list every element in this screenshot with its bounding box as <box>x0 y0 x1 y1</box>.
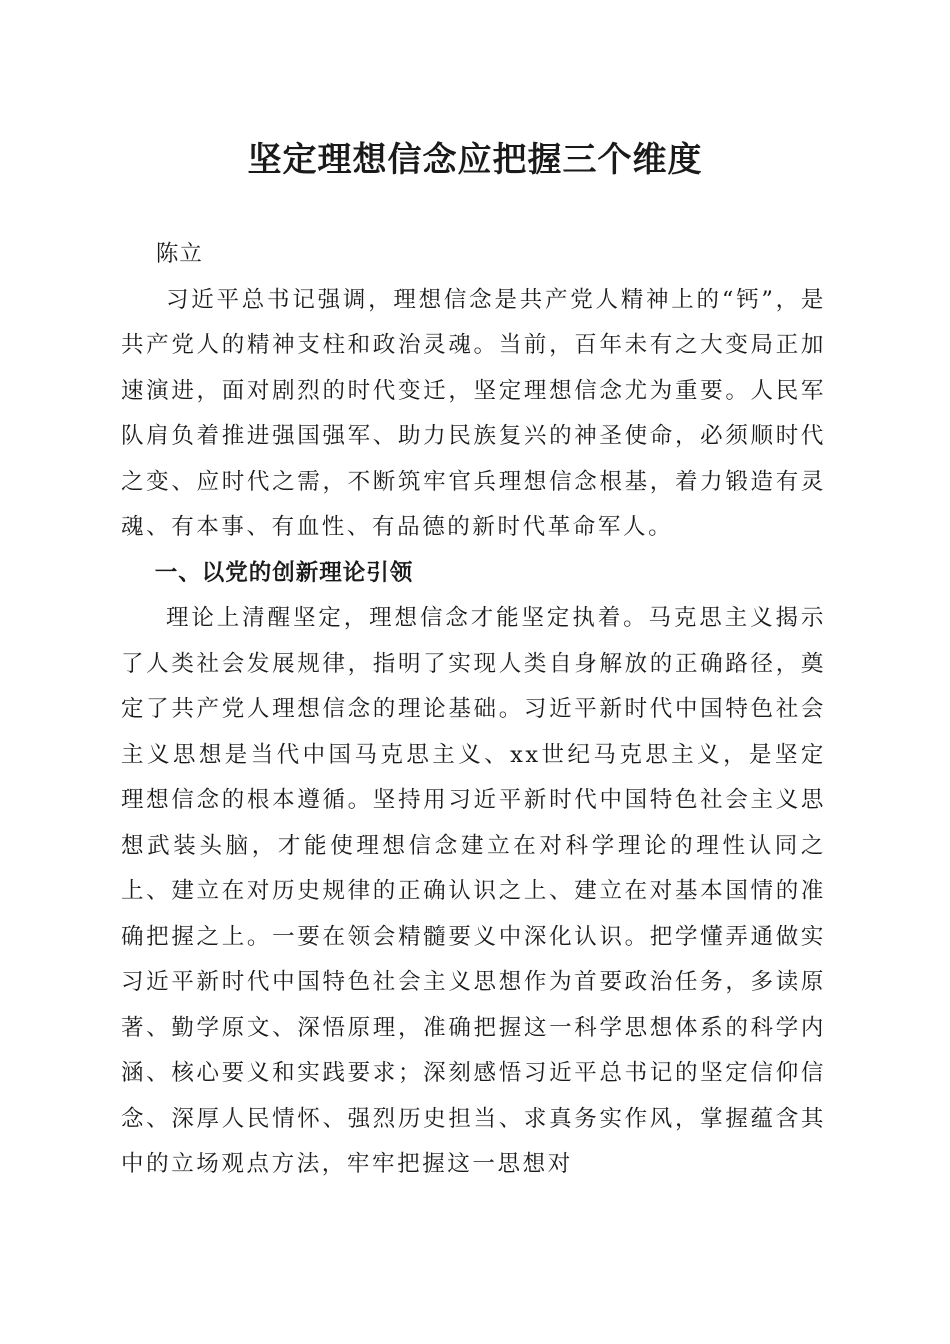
intro-paragraph: 习近平总书记强调，理想信念是共产党人精神上的“钙”，是共产党人的精神支柱和政治灵魂。当前，百年未有之大变局正加速演进，面对剧烈的时代变迁，坚定理想信念尤为重要。人民军队肩负着推进强国强军、助力民族复兴的神圣使命，必须顺时代之变、应时代之需，不断筑牢官兵理想信念根基，着力锻造有灵魂、有本事、有血性、有品德的新时代革命军人。 <box>121 286 826 540</box>
author-line: 陈立 <box>155 241 203 267</box>
section-1-paragraph: 理论上清醒坚定，理想信念才能坚定执着。马克思主义揭示了人类社会发展规律，指明了实现人类自身解放的正确路径，奠定了共产党人理想信念的理论基础。习近平新时代中国特色社会主义思想是当代中国马克思主义、xx世纪马克思主义，是坚定理想信念的根本遵循。坚持用习近平新时代中国特色社会主义思想武装头脑，才能使理想信念建立在对科学理论的理性认同之上、建立在对历史规律的正确认识之上、建立在对基本国情的准确把握之上。一要在领会精髓要义中深化认识。把学懂弄通做实习近平新时代中国特色社会主义思想作为首要政治任务，多读原著、勤学原文、深悟原理，准确把握这一科学思想体系的科学内涵、核心要义和实践要求；深刻感悟习近平总书记的坚定信仰信念、深厚人民情怀、强烈历史担当、求真务实作风，掌握蕴含其中的立场观点方法，牢牢把握这一思想对 <box>121 605 826 1177</box>
section-heading-1: 一、以党的创新理论引领 <box>154 559 414 586</box>
document-body <box>121 232 826 1188</box>
document-title: 坚定理想信念应把握三个维度 <box>247 140 703 180</box>
